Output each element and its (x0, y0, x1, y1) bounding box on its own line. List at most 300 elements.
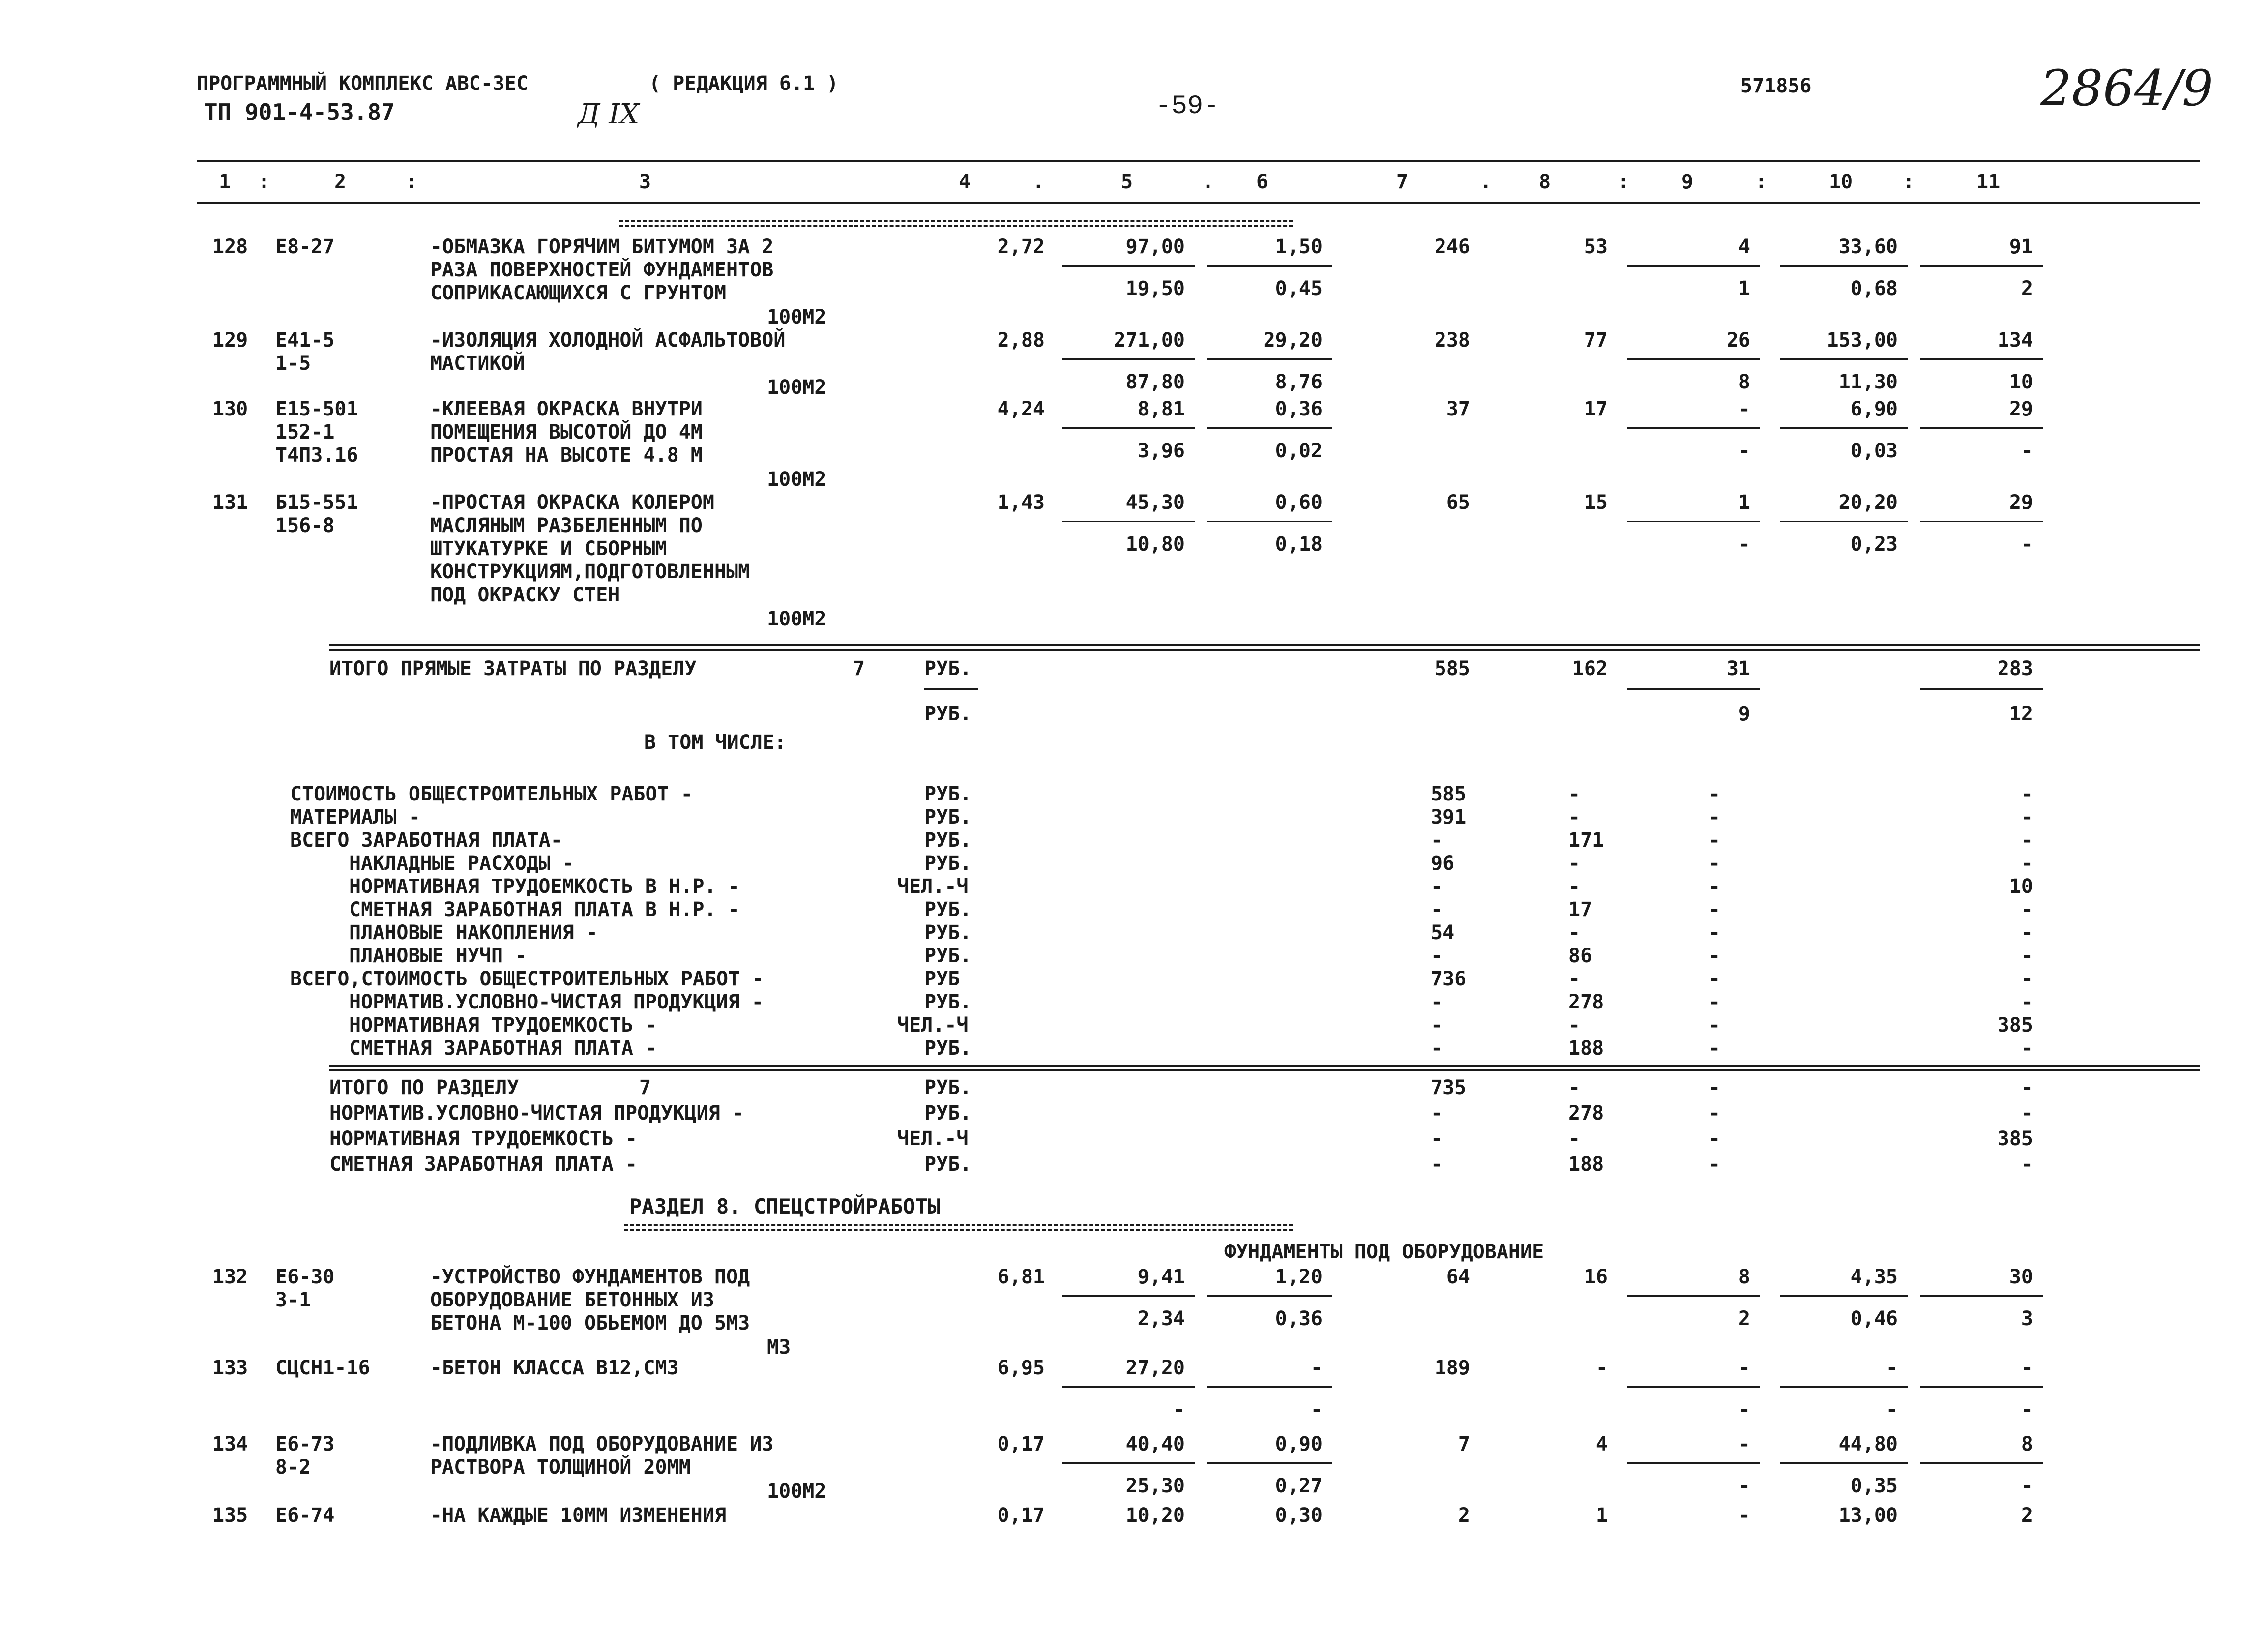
section-summary-c8: 188 (1568, 1153, 1604, 1176)
entry-description: РАСТВОРА ТОЛЩИНОЙ 20ММ (430, 1456, 691, 1479)
breakdown-c9: - (1708, 921, 1721, 944)
breakdown-unit: РУБ. (924, 1037, 972, 1060)
section-summary-c7: - (1431, 1102, 1443, 1125)
value-c6-lower: - (1310, 1398, 1323, 1421)
value-c10-lower: 0,68 (1850, 277, 1898, 300)
value-c10-lower: 0,23 (1850, 533, 1898, 556)
section-summary-unit: РУБ. (924, 1102, 972, 1125)
section-summary-c11: - (2021, 1153, 2033, 1176)
breakdown-c9: - (1708, 852, 1721, 875)
column-separator: . (1480, 171, 1492, 193)
cell-rule (1920, 521, 2043, 522)
section-8-subtitle: ФУНДАМЕНТЫ ПОД ОБОРУДОВАНИЕ (1224, 1241, 1544, 1263)
breakdown-c7: 54 (1431, 921, 1455, 944)
entry-number: 131 (212, 491, 248, 514)
entry-number: 129 (212, 329, 248, 352)
entry-description: МАСЛЯНЫМ РАЗБЕЛЕННЫМ ПО (430, 514, 703, 537)
section-summary-label: НОРМАТИВ.УСЛОВНО-ЧИСТАЯ ПРОДУКЦИЯ - (329, 1102, 744, 1125)
column-header-8: 8 (1539, 171, 1551, 193)
section-summary-c7: - (1431, 1127, 1443, 1150)
entry-code: 152-1 (275, 421, 335, 444)
breakdown-c11: 10 (2009, 875, 2033, 898)
total-section-number: 7 (853, 657, 865, 680)
breakdown-c8: - (1568, 806, 1581, 829)
cell-rule (1207, 358, 1332, 360)
breakdown-c8: - (1568, 875, 1581, 898)
column-separator: : (258, 171, 270, 193)
entry-number: 130 (212, 398, 248, 420)
breakdown-label: СМЕТНАЯ ЗАРАБОТНАЯ ПЛАТА В Н.Р. - (349, 898, 740, 921)
section-summary-c11: 385 (1997, 1127, 2033, 1150)
total-c9: 31 (1726, 657, 1750, 680)
value-c7: 238 (1434, 329, 1470, 352)
breakdown-c7: - (1431, 898, 1443, 921)
value-c9: - (1738, 398, 1750, 420)
value-c6-lower: 0,27 (1275, 1475, 1323, 1497)
project-code: ТП 901-4-53.87 (204, 99, 395, 125)
value-c8: 53 (1584, 236, 1608, 258)
breakdown-label: НАКЛАДНЫЕ РАСХОДЫ - (349, 852, 574, 875)
cell-rule (1920, 265, 2043, 267)
value-c7: 7 (1458, 1433, 1470, 1455)
breakdown-c9: - (1708, 1037, 1721, 1060)
breakdown-c8: 17 (1568, 898, 1592, 921)
value-c11: 30 (2009, 1266, 2033, 1288)
cell-rule (1627, 1295, 1760, 1297)
value-c11-lower: 2 (2021, 277, 2033, 300)
value-c5-lower: 10,80 (1125, 533, 1185, 556)
entry-description: -ПОДЛИВКА ПОД ОБОРУДОВАНИЕ ИЗ (430, 1433, 774, 1455)
entry-unit: 100М2 (767, 376, 826, 399)
value-c9: - (1738, 1357, 1750, 1379)
value-c7: 37 (1446, 398, 1470, 420)
breakdown-c11: - (2021, 852, 2033, 875)
section-summary-number: 7 (639, 1076, 651, 1099)
entry-description: МАСТИКОЙ (430, 352, 525, 375)
breakdown-c8: 86 (1568, 945, 1592, 967)
cell-rule (1780, 265, 1908, 267)
value-c11: 134 (1997, 329, 2033, 352)
value-c9: - (1738, 1433, 1750, 1455)
value-c11-lower: - (2021, 440, 2033, 462)
cell-rule (1207, 1295, 1332, 1297)
value-c9-lower: - (1738, 533, 1750, 556)
value-c11-lower: - (2021, 1398, 2033, 1421)
value-c5-lower: 25,30 (1125, 1475, 1185, 1497)
value-c4: 6,81 (997, 1266, 1045, 1288)
value-c7: 2 (1458, 1504, 1470, 1527)
value-c5: 8,81 (1137, 398, 1185, 420)
value-c11: 29 (2009, 398, 2033, 420)
section-summary-unit: РУБ. (924, 1076, 972, 1099)
value-c4: 2,88 (997, 329, 1045, 352)
breakdown-c9: - (1708, 806, 1721, 829)
value-c6-lower: 0,36 (1275, 1307, 1323, 1330)
value-c7: 64 (1446, 1266, 1470, 1288)
column-header-11: 11 (1976, 171, 2001, 193)
value-c4: 0,17 (997, 1504, 1045, 1527)
breakdown-unit: РУБ. (924, 852, 972, 875)
value-c5: 27,20 (1125, 1357, 1185, 1379)
cell-rule (1780, 1295, 1908, 1297)
table-header-rule (197, 202, 2200, 204)
section-summary-label: НОРМАТИВНАЯ ТРУДОЕМКОСТЬ - (329, 1127, 638, 1150)
value-c9: 26 (1726, 329, 1750, 352)
breakdown-c9: - (1708, 991, 1721, 1013)
entry-description: ШТУКАТУРКЕ И СБОРНЫМ (430, 537, 667, 560)
breakdown-label: МАТЕРИАЛЫ - (290, 806, 420, 829)
breakdown-unit: РУБ. (924, 783, 972, 805)
breakdown-c11: - (2021, 898, 2033, 921)
section-8-title: РАЗДЕЛ 8. СПЕЦСТРОЙРАБОТЫ (629, 1194, 941, 1218)
cell-rule (1627, 521, 1760, 522)
value-c8: 16 (1584, 1266, 1608, 1288)
value-c7: 189 (1434, 1357, 1470, 1379)
entry-description: ОБОРУДОВАНИЕ БЕТОННЫХ ИЗ (430, 1289, 714, 1311)
value-c8: 4 (1595, 1433, 1608, 1455)
value-c9: 8 (1738, 1266, 1750, 1288)
cell-rule (1062, 521, 1195, 522)
entry-number: 133 (212, 1357, 248, 1379)
cell-rule (1780, 1462, 1908, 1464)
value-c6: 0,30 (1275, 1504, 1323, 1527)
total-c7: 585 (1434, 657, 1470, 680)
section-summary-c11: - (2021, 1076, 2033, 1099)
value-c10-lower: 0,35 (1850, 1475, 1898, 1497)
section-summary-c7: 735 (1431, 1076, 1467, 1099)
value-c5: 40,40 (1125, 1433, 1185, 1455)
entry-description: -НА КАЖДЫЕ 10ММ ИЗМЕНЕНИЯ (430, 1504, 727, 1527)
value-c7: 246 (1434, 236, 1470, 258)
value-c10: 6,90 (1850, 398, 1898, 420)
breakdown-c8: 188 (1568, 1037, 1604, 1060)
cell-rule (924, 688, 978, 690)
cell-rule (1780, 427, 1908, 429)
column-separator: . (1202, 171, 1214, 193)
breakdown-label: НОРМАТИВ.УСЛОВНО-ЧИСТАЯ ПРОДУКЦИЯ - (349, 991, 764, 1013)
value-c6: 1,20 (1275, 1266, 1323, 1288)
breakdown-c11: - (2021, 829, 2033, 852)
value-c5: 45,30 (1125, 491, 1185, 514)
entry-description: -КЛЕЕВАЯ ОКРАСКА ВНУТРИ (430, 398, 703, 420)
cell-rule (1207, 1462, 1332, 1464)
value-c11: 29 (2009, 491, 2033, 514)
entry-code: Е15-501 (275, 398, 358, 420)
section-summary-c9: - (1708, 1076, 1721, 1099)
value-c6-lower: 0,02 (1275, 440, 1323, 462)
value-c10: 44,80 (1838, 1433, 1898, 1455)
section-summary-c9: - (1708, 1127, 1721, 1150)
value-c10-lower: 0,46 (1850, 1307, 1898, 1330)
entry-description: КОНСТРУКЦИЯМ,ПОДГОТОВЛЕННЫМ (430, 561, 750, 583)
entry-code: Е41-5 (275, 329, 335, 352)
breakdown-c8: - (1568, 783, 1581, 805)
breakdown-label: ПЛАНОВЫЕ НАКОПЛЕНИЯ - (349, 921, 598, 944)
breakdown-c7: - (1431, 875, 1443, 898)
value-c11-lower: 3 (2021, 1307, 2033, 1330)
value-c4: 2,72 (997, 236, 1045, 258)
value-c6: - (1310, 1357, 1323, 1379)
value-c4: 6,95 (997, 1357, 1045, 1379)
breakdown-unit: РУБ. (924, 829, 972, 852)
value-c5-lower: 19,50 (1125, 277, 1185, 300)
breakdown-c7: 96 (1431, 852, 1455, 875)
entry-code: СЦСН1-16 (275, 1357, 370, 1379)
cell-rule (1780, 358, 1908, 360)
section-summary-c8: 278 (1568, 1102, 1604, 1125)
section-summary-c7: - (1431, 1153, 1443, 1176)
cell-rule (1207, 1386, 1332, 1388)
breakdown-c11: - (2021, 806, 2033, 829)
entry-number: 134 (212, 1433, 248, 1455)
value-c11: 2 (2021, 1504, 2033, 1527)
breakdown-c9: - (1708, 783, 1721, 805)
entry-code: 1-5 (275, 352, 311, 375)
entry-code: 8-2 (275, 1456, 311, 1479)
entry-description: ПОД ОКРАСКУ СТЕН (430, 584, 620, 606)
column-separator: . (1032, 171, 1045, 193)
breakdown-c11: - (2021, 921, 2033, 944)
breakdown-c11: - (2021, 1037, 2033, 1060)
totals-top-rule (329, 644, 2200, 651)
entry-code: 3-1 (275, 1289, 311, 1311)
breakdown-label: ВСЕГО,СТОИМОСТЬ ОБЩЕСТРОИТЕЛЬНЫХ РАБОТ - (290, 968, 764, 990)
value-c4: 1,43 (997, 491, 1045, 514)
value-c10: 153,00 (1826, 329, 1898, 352)
cell-rule (1062, 1295, 1195, 1297)
section-summary-c9: - (1708, 1153, 1721, 1176)
breakdown-c9: - (1708, 968, 1721, 990)
value-c8: 77 (1584, 329, 1608, 352)
entry-description: -БЕТОН КЛАССА В12,СМ3 (430, 1357, 679, 1379)
cell-rule (1207, 427, 1332, 429)
breakdown-c8: - (1568, 852, 1581, 875)
value-c10: 33,60 (1838, 236, 1898, 258)
value-c6-lower: 8,76 (1275, 371, 1323, 393)
value-c5: 10,20 (1125, 1504, 1185, 1527)
breakdown-label: НОРМАТИВНАЯ ТРУДОЕМКОСТЬ - (349, 1014, 657, 1037)
cell-rule (1207, 265, 1332, 267)
column-header-4: 4 (959, 171, 971, 193)
column-header-6: 6 (1256, 171, 1268, 193)
value-c5-lower: 2,34 (1137, 1307, 1185, 1330)
entry-description: ПОМЕЩЕНИЯ ВЫСОТОЙ ДО 4М (430, 421, 703, 444)
value-c8: 17 (1584, 398, 1608, 420)
value-c9-lower: 8 (1738, 371, 1750, 393)
cell-rule (1062, 427, 1195, 429)
value-c6-lower: 0,18 (1275, 533, 1323, 556)
breakdown-c7: 585 (1431, 783, 1467, 805)
value-c9: - (1738, 1504, 1750, 1527)
value-c11: 8 (2021, 1433, 2033, 1455)
value-c5-lower: 87,80 (1125, 371, 1185, 393)
section-summary-c9: - (1708, 1102, 1721, 1125)
edition-label: ( РЕДАКЦИЯ 6.1 ) (649, 72, 839, 95)
cell-rule (1920, 1295, 2043, 1297)
breakdown-label: НОРМАТИВНАЯ ТРУДОЕМКОСТЬ В Н.Р. - (349, 875, 740, 898)
column-header-7: 7 (1396, 171, 1409, 193)
breakdown-c11: - (2021, 945, 2033, 967)
cell-rule (1062, 1386, 1195, 1388)
value-c5: 9,41 (1137, 1266, 1185, 1288)
cell-rule (1920, 688, 2043, 690)
value-c9-lower: - (1738, 440, 1750, 462)
total-unit: РУБ. (924, 657, 972, 680)
breakdown-c8: - (1568, 968, 1581, 990)
value-c4: 0,17 (997, 1433, 1045, 1455)
breakdown-c11: 385 (1997, 1014, 2033, 1037)
section-summary-c8: - (1568, 1127, 1581, 1150)
cell-rule (1920, 427, 2043, 429)
entry-description: -ПРОСТАЯ ОКРАСКА КОЛЕРОМ (430, 491, 714, 514)
total-direct-costs-label: ИТОГО ПРЯМЫЕ ЗАТРАТЫ ПО РАЗДЕЛУ (329, 657, 697, 680)
cell-rule (1627, 1386, 1760, 1388)
breakdown-c7: - (1431, 829, 1443, 852)
value-c8: - (1595, 1357, 1608, 1379)
entry-code: 156-8 (275, 514, 335, 537)
section-summary-label: ИТОГО ПО РАЗДЕЛУ (329, 1076, 519, 1099)
table-top-rule (197, 160, 2200, 162)
breakdown-c7: 736 (1431, 968, 1467, 990)
value-c6: 0,36 (1275, 398, 1323, 420)
page-number: -59- (1155, 91, 1219, 121)
value-c9-lower: 1 (1738, 277, 1750, 300)
cell-rule (1627, 427, 1760, 429)
entry-code: Е6-73 (275, 1433, 335, 1455)
value-c6: 29,20 (1263, 329, 1323, 352)
entry-unit: 100М2 (767, 1480, 826, 1503)
breakdown-c9: - (1708, 1014, 1721, 1037)
breakdown-unit: РУБ. (924, 806, 972, 829)
entry-unit: 100М2 (767, 306, 826, 328)
value-c11: - (2021, 1357, 2033, 1379)
breakdown-c7: - (1431, 1014, 1443, 1037)
value-c5: 97,00 (1125, 236, 1185, 258)
total-c9-lower: 9 (1738, 703, 1750, 725)
column-header-2: 2 (334, 171, 347, 193)
entry-description: -УСТРОЙСТВО ФУНДАМЕНТОВ ПОД (430, 1266, 750, 1288)
value-c10-lower: 0,03 (1850, 440, 1898, 462)
section-summary-c8: - (1568, 1076, 1581, 1099)
value-c6: 1,50 (1275, 236, 1323, 258)
entry-code: Т4П3.16 (275, 444, 358, 467)
breakdown-label: ВСЕГО ЗАРАБОТНАЯ ПЛАТА- (290, 829, 562, 852)
cell-rule (1920, 1386, 2043, 1388)
value-c9-lower: - (1738, 1398, 1750, 1421)
breakdown-c9: - (1708, 945, 1721, 967)
column-header-9: 9 (1681, 171, 1694, 193)
breakdown-c7: - (1431, 945, 1443, 967)
breakdown-c8: 171 (1568, 829, 1604, 852)
breakdown-unit: РУБ. (924, 921, 972, 944)
breakdown-c11: - (2021, 783, 2033, 805)
cell-rule (1920, 1462, 2043, 1464)
breakdown-unit: ЧЕЛ.-Ч (897, 875, 969, 898)
cell-rule (1627, 265, 1760, 267)
breakdown-c8: - (1568, 1014, 1581, 1037)
breakdown-unit: РУБ. (924, 898, 972, 921)
entry-code: Е6-30 (275, 1266, 335, 1288)
column-separator: : (1903, 171, 1915, 193)
value-c11-lower: - (2021, 533, 2033, 556)
value-c10: - (1885, 1357, 1898, 1379)
breakdown-c8: - (1568, 921, 1581, 944)
value-c7: 65 (1446, 491, 1470, 514)
breakdown-c9: - (1708, 829, 1721, 852)
column-header-5: 5 (1121, 171, 1133, 193)
entry-description: СОПРИКАСАЮЩИХСЯ С ГРУНТОМ (430, 282, 727, 304)
value-c9-lower: - (1738, 1475, 1750, 1497)
entry-number: 128 (212, 236, 248, 258)
breakdown-unit: ЧЕЛ.-Ч (897, 1014, 969, 1037)
cell-rule (1062, 1462, 1195, 1464)
project-mark: Д IX (578, 98, 640, 130)
section-separator (619, 220, 1293, 227)
section-summary-unit: РУБ. (924, 1153, 972, 1176)
breakdown-c11: - (2021, 991, 2033, 1013)
section-total-rule (329, 1065, 2200, 1071)
total-c8: 162 (1572, 657, 1608, 680)
section-8-separator (624, 1224, 1293, 1231)
breakdown-c7: - (1431, 991, 1443, 1013)
column-separator: : (1755, 171, 1767, 193)
section-summary-unit: ЧЕЛ.-Ч (897, 1127, 969, 1150)
value-c9: 4 (1738, 236, 1750, 258)
value-c6-lower: 0,45 (1275, 277, 1323, 300)
column-separator: : (406, 171, 418, 193)
cell-rule (1920, 358, 2043, 360)
value-c5: 271,00 (1114, 329, 1185, 352)
breakdown-c9: - (1708, 898, 1721, 921)
breakdown-c7: - (1431, 1037, 1443, 1060)
value-c10-lower: 11,30 (1838, 371, 1898, 393)
breakdown-c8: 278 (1568, 991, 1604, 1013)
entry-description: ПРОСТАЯ НА ВЫСОТЕ 4.8 М (430, 444, 703, 467)
total-c11: 283 (1997, 657, 2033, 680)
value-c11-lower: 10 (2009, 371, 2033, 393)
breakdown-c9: - (1708, 875, 1721, 898)
value-c5-lower: - (1173, 1398, 1185, 1421)
breakdown-label: СМЕТНАЯ ЗАРАБОТНАЯ ПЛАТА - (349, 1037, 657, 1060)
breakdown-label: ПЛАНОВЫЕ НУЧП - (349, 945, 527, 967)
entry-unit: М3 (767, 1336, 791, 1359)
entry-description: -ОБМАЗКА ГОРЯЧИМ БИТУМОМ ЗА 2 (430, 236, 774, 258)
including-label: В ТОМ ЧИСЛЕ: (644, 731, 786, 754)
cell-rule (1062, 265, 1195, 267)
column-header-1: 1 (219, 171, 231, 193)
breakdown-c11: - (2021, 968, 2033, 990)
cell-rule (1062, 358, 1195, 360)
entry-unit: 100М2 (767, 468, 826, 491)
value-c5-lower: 3,96 (1137, 440, 1185, 462)
entry-number: 135 (212, 1504, 248, 1527)
breakdown-unit: РУБ (924, 968, 960, 990)
value-c6: 0,90 (1275, 1433, 1323, 1455)
value-c9-lower: 2 (1738, 1307, 1750, 1330)
document-number: 571856 (1740, 75, 1812, 97)
entry-description: РАЗА ПОВЕРХНОСТЕЙ ФУНДАМЕНТОВ (430, 259, 774, 281)
breakdown-unit: РУБ. (924, 945, 972, 967)
entry-code: Е6-74 (275, 1504, 335, 1527)
column-separator: : (1618, 171, 1630, 193)
value-c4: 4,24 (997, 398, 1045, 420)
value-c8: 1 (1595, 1504, 1608, 1527)
entry-number: 132 (212, 1266, 248, 1288)
breakdown-unit: РУБ. (924, 991, 972, 1013)
entry-unit: 100М2 (767, 608, 826, 630)
entry-code: Е8-27 (275, 236, 335, 258)
value-c6: 0,60 (1275, 491, 1323, 514)
